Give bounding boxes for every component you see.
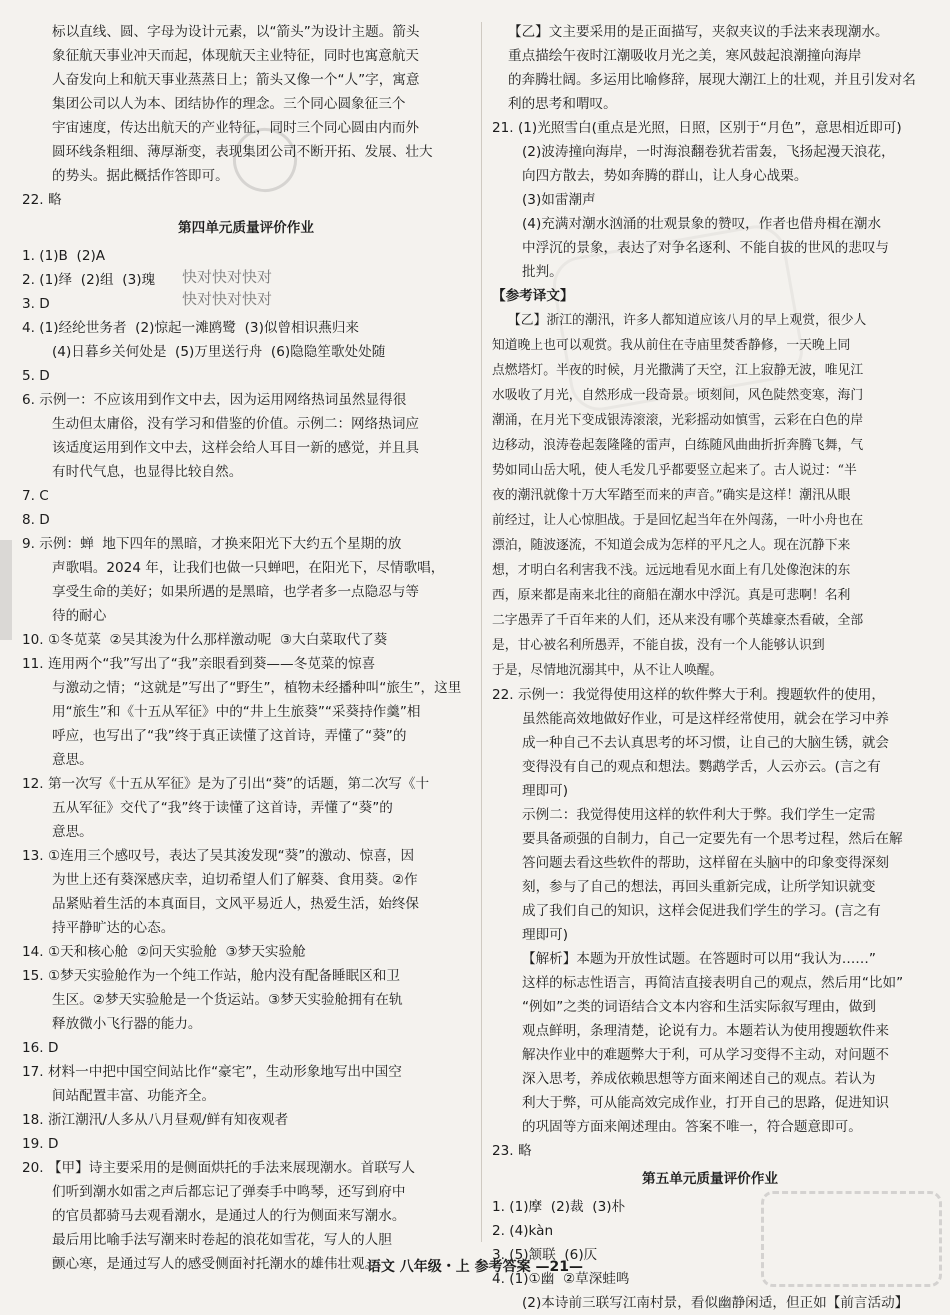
text-line: 集团公司以人为本、团结协作的理念。三个同心圆象征三个	[52, 96, 406, 112]
text-line: 18. 浙江潮汛/人多从八月昼观/鲜有知夜观者	[22, 1112, 289, 1128]
text-line: (2)本诗前三联写江南村景，看似幽静闲适，但正如【前言活动】	[522, 1295, 909, 1311]
text-line: 颤心寒，是通过写人的感受侧面衬托潮水的雄伟壮观。	[52, 1256, 379, 1272]
text-line: 20. 【甲】诗主要采用的是侧面烘托的手法来展现潮水。首联写人	[22, 1160, 415, 1176]
text-line: 13. ①连用三个感叹号，表达了吴其浚发现“葵”的激动、惊喜，因	[22, 848, 415, 864]
text-line: 【参考译文】	[492, 288, 574, 304]
right-column	[492, 20, 928, 1315]
text-line: 标以直线、圆、字母为设计元素，以“箭头”为设计主题。箭头	[52, 24, 420, 40]
text-line: 19. D	[22, 1136, 59, 1152]
watermark-line: 快对快对快对	[182, 290, 273, 308]
text-line: 刻，参与了自己的想法，再回头重新完成，让所学知识就变	[522, 879, 876, 895]
page-footer: 语文 八年级・上 参考答案 —21—	[366, 1259, 584, 1275]
text-line: 是，甘心被名利所愚弄，不能自拔，没有一个人能够认识到	[492, 638, 825, 653]
text-line: 6. 示例一：不应该用到作文中去，因为运用网络热词虽然显得很	[22, 392, 407, 408]
watermark-line: 快对快对快对	[182, 268, 273, 286]
text-line: 有时代气息，也显得比较自然。	[52, 464, 243, 480]
text-line: 的势头。据此概括作答即可。	[52, 168, 229, 184]
text-line: 于是，尽情地沉溺其中，从不让人唤醒。	[492, 663, 723, 678]
text-line: 五从军征》交代了“我”终于读懂了这首诗，弄懂了“葵”的	[52, 800, 393, 816]
text-line: 17. 材料一中把中国空间站比作“豪宅”，生动形象地写出中国空	[22, 1064, 402, 1080]
text-line: 理即可)	[522, 927, 569, 943]
text-line: 品紧贴着生活的本真面目，文风平易近人，热爱生活，始终保	[52, 896, 420, 912]
text-line: 呼应，也写出了“我”终于真正读懂了这首诗，弄懂了“葵”的	[52, 728, 407, 744]
text-line: 的巩固等方面来阐述理由。答案不唯一，符合题意即可。	[522, 1119, 862, 1135]
text-line: 持平静旷达的心态。	[52, 920, 175, 936]
text-line: 待的耐心	[52, 608, 107, 624]
text-line: 的官员都骑马去观看潮水，是通过人的行为侧面来写潮水。	[52, 1208, 406, 1224]
text-line: (4)充满对潮水汹涌的壮观景象的赞叹，作者也借舟楫在潮水	[522, 216, 882, 232]
text-line: 生动但太庸俗，没有学习和借鉴的价值。示例二：网络热词应	[52, 416, 420, 432]
section-heading: 第五单元质量评价作业	[642, 1171, 778, 1187]
text-line: 2. (4)kàn	[492, 1223, 554, 1239]
text-line: 12. 第一次写《十五从军征》是为了引出“葵”的话题，第二次写《十	[22, 776, 430, 792]
text-line: 边移动，浪涛卷起轰隆隆的雷声，白练随风曲曲折折奔腾飞舞，气	[492, 438, 864, 453]
text-line: 重点描绘午夜时江潮吸收月光之美，寒风鼓起浪潮撞向海岸	[508, 48, 862, 64]
text-line: 16. D	[22, 1040, 59, 1056]
text-line: 2. (1)绎 (2)组 (3)瑰	[22, 272, 156, 288]
text-line: 二字愚弄了千百年来的人们，还从来没有哪个英雄豪杰看破，全部	[492, 613, 864, 628]
text-line: 解决作业中的难题弊大于利，可从学习变得不主动，对问题不	[522, 1047, 890, 1063]
scan-smudge	[0, 540, 12, 640]
text-line: 漂泊，随波逐流，不知道会成为怎样的平凡之人。现在沉静下来	[492, 538, 851, 553]
text-line: 22. 示例一：我觉得使用这样的软件弊大于利。搜题软件的使用，	[492, 687, 885, 703]
column-divider	[481, 22, 482, 1242]
text-line: 西，原来都是南来北往的商船在潮水中浮沉。真是可悲啊！名利	[492, 588, 851, 603]
text-line: 享受生命的美好；如果所遇的是黑暗，也学者多一点隐忍与等	[52, 584, 420, 600]
text-line: 23. 略	[492, 1143, 532, 1159]
watermark-overlay	[182, 266, 272, 310]
text-line: 向四方散去，势如奔腾的群山，让人身心战栗。	[522, 168, 808, 184]
text-line: 该适度运用到作文中去，这样会给人耳目一新的感觉，并且具	[52, 440, 420, 456]
text-line: 用“旅生”和《十五从军征》中的“井上生旅葵”“采葵持作羹”相	[52, 704, 421, 720]
text-line: (2)波涛撞向海岸，一时海浪翻卷犹若雷轰，飞扬起漫天浪花，	[522, 144, 895, 160]
text-line: 7. C	[22, 488, 49, 504]
text-line: 们听到潮水如雷之声后都忘记了弹奏手中鸣琴，还写到府中	[52, 1184, 406, 1200]
text-line: 成了我们自己的知识，这样会促进我们学生的学习。(言之有	[522, 903, 881, 919]
text-line: 最后用比喻手法写潮来时卷起的浪花如雪花，写人的人胆	[52, 1232, 392, 1248]
text-line: 宇宙速度，传达出航天的产业特征，同时三个同心圆由内而外	[52, 120, 420, 136]
text-line: 3. D	[22, 296, 50, 312]
text-line: 【乙】浙江的潮汛，许多人都知道应该八月的早上观赏，很少人	[508, 313, 867, 328]
text-line: 意思。	[52, 824, 93, 840]
text-line: 为世上还有葵深感庆幸，迫切希望人们了解葵、食用葵。②作	[52, 872, 418, 888]
text-line: 1. (1)摩 (2)裁 (3)朴	[492, 1199, 626, 1215]
text-line: 【乙】文主要采用的是正面描写，夹叙夹议的手法来表现潮水。	[508, 24, 889, 40]
text-line: “例如”之类的词语结合文本内容和生活实际叙写理由，做到	[522, 999, 876, 1015]
text-line: 8. D	[22, 512, 50, 528]
text-line: 这样的标志性语言，再简洁直接表明自己的观点，然后用“比如”	[522, 975, 904, 991]
text-line: 利大于弊，可从能高效完成作业，打开自己的思路，促进知识	[522, 1095, 890, 1111]
text-line: 观点鲜明，条理清楚，论说有力。本题若认为使用搜题软件来	[522, 1023, 890, 1039]
text-line: 9. 示例：蝉 地下四年的黑暗，才换来阳光下大约五个星期的放	[22, 536, 402, 552]
text-line: 答问题去看这些软件的帮助，这样留在头脑中的印象变得深刻	[522, 855, 890, 871]
text-line: 15. ①梦天实验舱作为一个纯工作站，舱内没有配备睡眠区和卫	[22, 968, 400, 984]
text-line: 深入思考，养成依赖思想等方面来阐述自己的观点。若认为	[522, 1071, 876, 1087]
text-line: 11. 连用两个“我”写出了“我”亲眼看到葵——冬苋菜的惊喜	[22, 656, 376, 672]
text-line: 成一种自己不去认真思考的坏习惯，让自己的大脑生锈，就会	[522, 735, 890, 751]
text-line: 3. (5)颔联 (6)仄	[492, 1247, 598, 1263]
text-line: 4. (1)①幽 ②草深蛙鸣	[492, 1271, 630, 1287]
text-line: 点燃塔灯。半夜的时候，月光撒满了天空，江上寂静无波，唯见江	[492, 363, 864, 378]
text-line: 意思。	[52, 752, 93, 768]
text-line: 中浮沉的景象，表达了对争名逐利、不能自拔的世风的悲叹与	[522, 240, 890, 256]
section-heading: 第四单元质量评价作业	[178, 220, 314, 236]
text-line: 释放微小飞行器的能力。	[52, 1016, 202, 1032]
text-line: 5. D	[22, 368, 50, 384]
text-line: 虽然能高效地做好作业，可是这样经常使用，就会在学习中养	[522, 711, 890, 727]
text-line: 前经过，让人心惊胆战。于是回忆起当年在外闯荡，一叶小舟也在	[492, 513, 864, 528]
text-line: 象征航天事业冲天而起，体现航天主业特征，同时也寓意航天	[52, 48, 420, 64]
text-line: 理即可)	[522, 783, 569, 799]
text-line: 的奔腾壮阔。多运用比喻修辞，展现大潮江上的壮观，并且引发对名	[508, 72, 916, 88]
text-line: 声歌唱。2024 年，让我们也做一只蝉吧，在阳光下，尽情歌唱，	[52, 560, 445, 576]
text-line: 10. ①冬苋菜 ②吴其浚为什么那样激动呢 ③大白菜取代了葵	[22, 632, 388, 648]
text-line: 14. ①天和核心舱 ②问天实验舱 ③梦天实验舱	[22, 944, 306, 960]
text-line: 水吸收了月光，自然形成一段奇景。顷刻间，风色陡然变寒，海门	[492, 388, 864, 403]
text-line: 圆环线条粗细、薄厚渐变，表现集团公司不断开拓、发展、壮大	[52, 144, 433, 160]
text-line: 要具备顽强的自制力，自己一定要先有一个思考过程，然后在解	[522, 831, 903, 847]
text-line: 与激动之情；“这就是”写出了“野生”，植物未经播种叫“旅生”，这里	[52, 680, 462, 696]
text-line: 利的思考和喟叹。	[508, 96, 617, 112]
text-line: (3)如雷潮声	[522, 192, 596, 208]
text-line: 示例二：我觉得使用这样的软件利大于弊。我们学生一定需	[522, 807, 876, 823]
text-line: 1. (1)B (2)A	[22, 248, 106, 264]
text-line: 知道晚上也可以观赏。我从前住在寺庙里焚香静修，一天晚上同	[492, 338, 851, 353]
text-line: 潮涌，在月光下变成银涛滚滚，光彩摇动如慎雪，云彩在白色的岸	[492, 413, 864, 428]
text-line: 间站配置丰富、功能齐全。	[52, 1088, 216, 1104]
text-line: (4)日暮乡关何处是 (5)万里送行舟 (6)隐隐笙歌处处随	[52, 344, 386, 360]
text-line: 批判。	[522, 264, 563, 280]
text-line: 生区。②梦天实验舱是一个货运站。③梦天实验舱拥有在轨	[52, 992, 403, 1008]
text-line: 【解析】本题为开放性试题。在答题时可以用“我认为……”	[522, 951, 876, 967]
text-line: 势如同山岳大吼，使人毛发几乎都要竖立起来了。古人说过：“半	[492, 463, 857, 478]
text-line: 人奋发向上和航天事业蒸蒸日上；箭头又像一个“人”字，寓意	[52, 72, 420, 88]
text-line: 变得没有自己的观点和想法。鹦鹉学舌，人云亦云。(言之有	[522, 759, 881, 775]
text-line: 22. 略	[22, 192, 62, 208]
text-line: 21. (1)光照雪白(重点是光照，日照，区别于“月色”，意思相近即可)	[492, 120, 902, 136]
text-line: 夜的潮汛就像十万大军踏至而来的声音。”确实是这样！潮汛从眼	[492, 488, 851, 503]
text-line: 4. (1)经纶世务者 (2)惊起一滩鸥鹭 (3)似曾相识燕归来	[22, 320, 360, 336]
text-line: 想，才明白名利害我不浅。远远地看见水面上有几处像泡沫的东	[492, 563, 851, 578]
left-column	[22, 20, 470, 1276]
